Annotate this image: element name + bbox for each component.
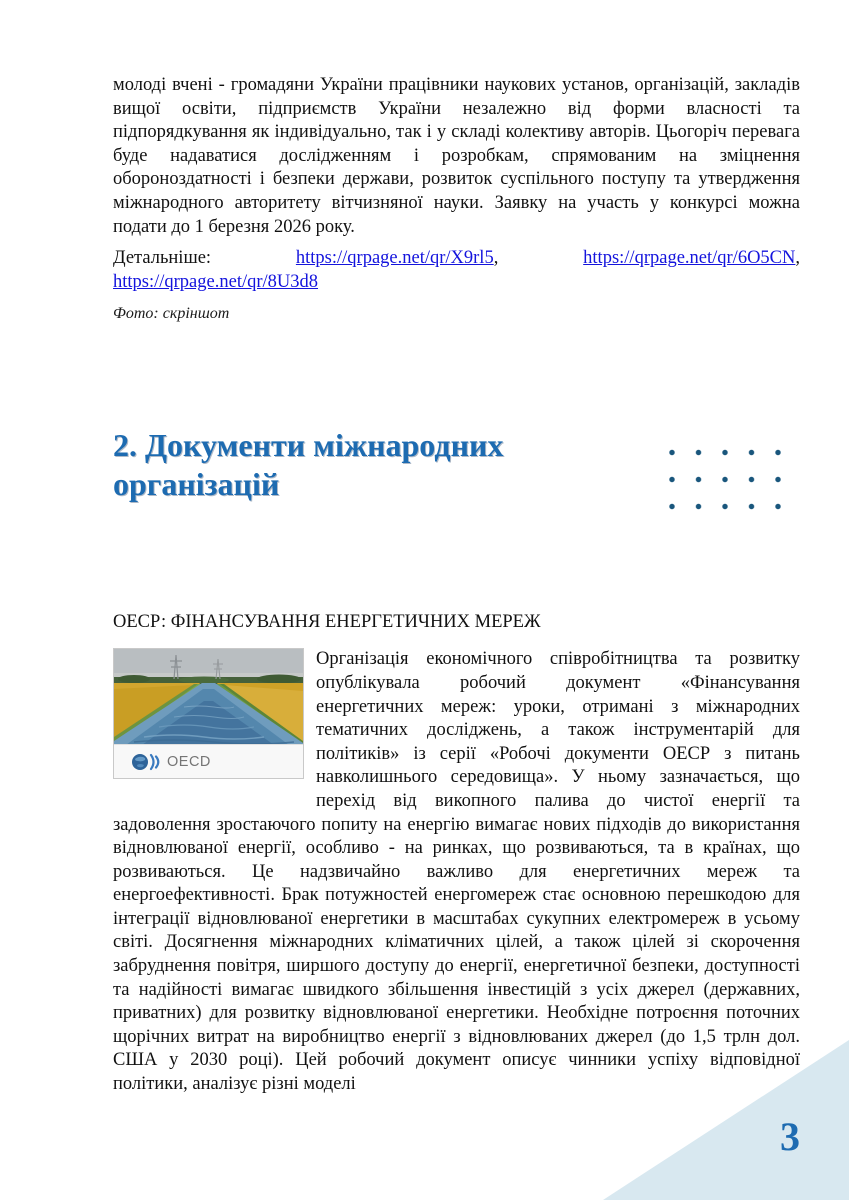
dots-decoration (652, 432, 798, 527)
intro-paragraph: молоді вчені - громадяни України працівники наукових установ, організацій, закладів вищої освіти, підприємств України незалежно від форми власності та підпорядкування як індивідуально, так і у складі колективу авторів. Цьогоріч перевага буде надаватися дослідженням і розробкам, спрямованим на зміцнення обороноздатності і безпеки держави, розвиток суспільного поступу та утвердження міжнародного авторитету вітчизняної науки. Заявку на участь у конкурсі можна подати до 1 березня 2026 року. (113, 75, 800, 237)
section-header (113, 426, 800, 527)
details-label: Детальніше: (113, 248, 212, 269)
oecd-globe-icon (131, 752, 165, 772)
details-links-paragraph (113, 247, 800, 294)
qr-link-3[interactable]: https://qrpage.net/qr/8U3d8 (113, 271, 319, 292)
page-number: 3 (780, 1114, 800, 1159)
qr-link-1[interactable]: https://qrpage.net/qr/X9rl5 (295, 248, 494, 269)
section-heading: 2. Документи міжнародних організацій (113, 427, 504, 503)
photo-caption: Фото: скріншот (113, 305, 230, 323)
link-separator: , (493, 248, 499, 269)
article-body (113, 648, 800, 1096)
oecd-photo (113, 648, 304, 779)
article-paragraph: Організація економічного співробітництва та розвитку опублікувала робочий документ «Фінансування енергетичних мереж: уроки, отримані з міжнародних тематичних досліджень, а також інструментарій для політиків» із серії «Робочі документи ОЕСР з питань навколишнього середовища». У ньому зазначається, що перехід від викопного палива до чистої енергії та задоволення зростаючого попиту на енергію вимагає нових підходів до використання відновлюваної енергії, особливо - на ринках, що розвиваються, та в країнах, що розвиваються. Це надзвичайно важливо для енергетичних мереж та енергоефективності. Брак потужностей енергомереж стає основною перешкодою для інтеграції відновлюваної енергетики в масштабах сукупних електромереж в усьому світі. Досягнення міжнародних кліматичних цілей, а також цілей зі скорочення забруднення повітря, ширшого доступу до енергії, енергетичної безпеки, доступності та надійності вимагає швидкого збільшення інвестицій з усіх джерел (державних, приватних) для розвитку відновлюваної енергетики. Необхідне потроєння поточних щорічних витрат на виробництво енергії з відновлюваних джерел (до 1,5 трлн дол. США у 2030 році). Цей робочий документ описує чинники успіху відповідної політики, аналізує різні моделі (113, 649, 800, 1095)
qr-link-2[interactable]: https://qrpage.net/qr/6O5CN (583, 248, 796, 269)
oecd-logo-text: OECD (167, 753, 211, 770)
article-subheading: ОЕСР: ФІНАНСУВАННЯ ЕНЕРГЕТИЧНИХ МЕРЕЖ (113, 612, 541, 633)
link-separator: , (795, 248, 801, 269)
oecd-logo-strip (114, 744, 303, 778)
field-canal-photo-illustration (114, 649, 303, 745)
page-content (113, 74, 800, 1097)
